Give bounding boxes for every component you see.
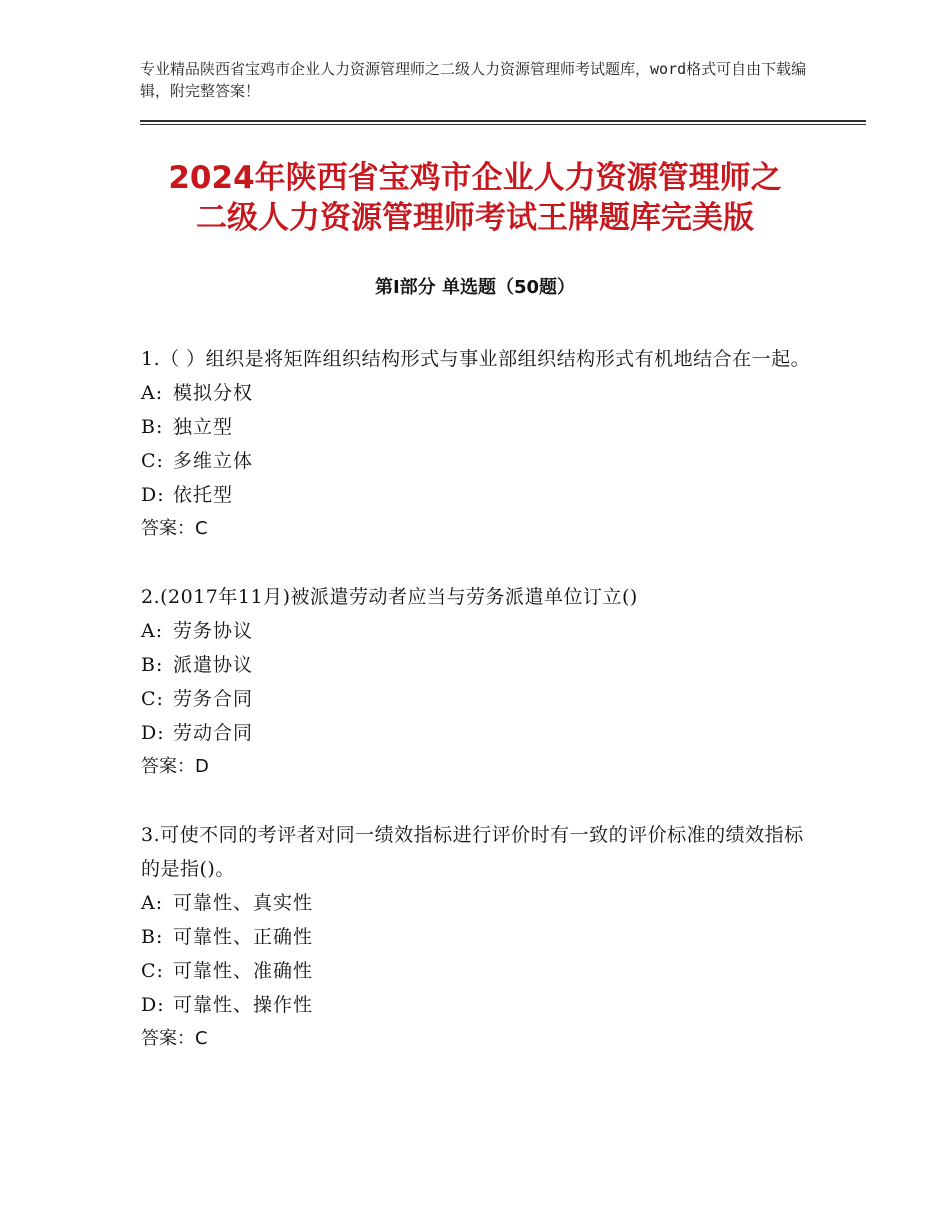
option-text: 模拟分权 <box>173 382 254 404</box>
question-stem: 3.可使不同的考评者对同一绩效指标进行评价时有一致的评价标准的绩效指标的是指()。 <box>141 824 804 880</box>
answer: 答案：D <box>141 756 209 777</box>
option-key: D: <box>141 484 165 506</box>
option-key: C: <box>141 960 164 982</box>
question-2 <box>141 580 821 784</box>
option-c <box>141 444 821 478</box>
option-text: 可靠性、准确性 <box>173 960 314 982</box>
option-d <box>141 478 821 512</box>
option-key: C: <box>141 450 164 472</box>
option-c <box>141 954 821 988</box>
option-b <box>141 920 821 954</box>
option-text: 独立型 <box>173 416 234 438</box>
question-1 <box>141 342 821 546</box>
option-key: C: <box>141 688 164 710</box>
option-text: 劳务协议 <box>173 620 254 642</box>
section-title: 第Ⅰ部分 单选题（50题） <box>374 277 575 298</box>
option-a <box>141 614 821 648</box>
option-key: D: <box>141 722 165 744</box>
option-text: 依托型 <box>173 484 234 506</box>
option-text: 派遣协议 <box>173 654 254 676</box>
question-stem: 1.（ ）组织是将矩阵组织结构形式与事业部组织结构形式有机地结合在一起。 <box>141 348 811 370</box>
title-line-1: 2024年陕西省宝鸡市企业人力资源管理师之 <box>168 160 782 196</box>
option-a <box>141 376 821 410</box>
option-key: A: <box>141 892 164 914</box>
option-key: B: <box>141 926 164 948</box>
option-text: 多维立体 <box>173 450 254 472</box>
option-b <box>141 410 821 444</box>
header-note: 专业精品陕西省宝鸡市企业人力资源管理师之二级人力资源管理师考试题库，word格式可自由下载编辑，附完整答案！ <box>140 60 807 100</box>
answer: 答案：C <box>141 518 208 539</box>
option-c <box>141 682 821 716</box>
header-rule-thin <box>140 124 866 125</box>
option-b <box>141 648 821 682</box>
option-text: 可靠性、真实性 <box>173 892 314 914</box>
option-d <box>141 988 821 1022</box>
document-title <box>100 158 850 238</box>
option-text: 可靠性、操作性 <box>173 994 314 1016</box>
title-line-2: 二级人力资源管理师考试王牌题库完美版 <box>196 200 754 236</box>
option-key: A: <box>141 620 164 642</box>
option-text: 可靠性、正确性 <box>173 926 314 948</box>
option-text: 劳动合同 <box>173 722 254 744</box>
option-key: D: <box>141 994 165 1016</box>
option-d <box>141 716 821 750</box>
option-text: 劳务合同 <box>173 688 254 710</box>
option-key: A: <box>141 382 164 404</box>
option-a <box>141 886 821 920</box>
question-3 <box>141 818 821 1056</box>
header-rule <box>140 120 866 122</box>
option-key: B: <box>141 654 164 676</box>
option-key: B: <box>141 416 164 438</box>
question-stem: 2.(2017年11月)被派遣劳动者应当与劳务派遣单位订立() <box>141 586 638 608</box>
answer: 答案：C <box>141 1028 208 1049</box>
question-list <box>141 342 821 1090</box>
